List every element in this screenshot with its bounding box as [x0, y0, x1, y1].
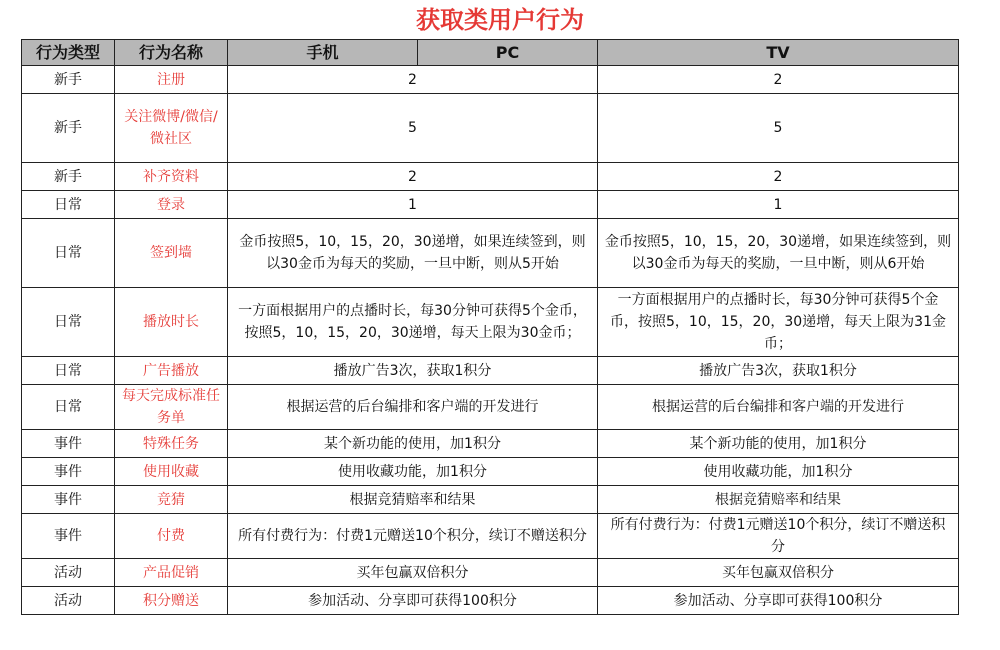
row-name-cell: 产品促销 [115, 559, 228, 587]
row-type-cell: 活动 [22, 559, 115, 587]
row-mobile-pc-cell: 买年包赢双倍积分 [228, 559, 598, 587]
row-name-cell: 付费 [115, 514, 228, 559]
row-name-cell: 关注微博/微信/微社区 [115, 94, 228, 163]
row-tv-cell: 2 [598, 163, 959, 191]
table-row [22, 385, 959, 430]
row-name-cell: 登录 [115, 191, 228, 219]
row-name-cell: 广告播放 [115, 357, 228, 385]
table-row [22, 288, 959, 357]
row-type-cell: 事件 [22, 514, 115, 559]
row-tv-cell: 买年包赢双倍积分 [598, 559, 959, 587]
table-row [22, 486, 959, 514]
row-mobile-pc-cell: 一方面根据用户的点播时长，每30分钟可获得5个金币，按照5，10，15，20，30递增，每天上限为30金币； [228, 288, 598, 357]
row-type-cell: 日常 [22, 191, 115, 219]
row-name-cell: 播放时长 [115, 288, 228, 357]
table-header-row [22, 40, 959, 66]
row-mobile-pc-cell: 使用收藏功能，加1积分 [228, 458, 598, 486]
header-mobile: 手机 [228, 40, 418, 66]
table-row [22, 66, 959, 94]
row-mobile-pc-cell: 所有付费行为：付费1元赠送10个积分，续订不赠送积分 [228, 514, 598, 559]
row-type-cell: 新手 [22, 163, 115, 191]
row-type-cell: 日常 [22, 219, 115, 288]
row-tv-cell: 某个新功能的使用，加1积分 [598, 430, 959, 458]
table-row [22, 514, 959, 559]
row-name-cell: 使用收藏 [115, 458, 228, 486]
row-name-cell: 竞猜 [115, 486, 228, 514]
row-tv-cell: 参加活动、分享即可获得100积分 [598, 587, 959, 615]
row-mobile-pc-cell: 5 [228, 94, 598, 163]
row-mobile-pc-cell: 某个新功能的使用，加1积分 [228, 430, 598, 458]
row-type-cell: 日常 [22, 357, 115, 385]
row-name-cell: 特殊任务 [115, 430, 228, 458]
row-type-cell: 日常 [22, 385, 115, 430]
row-tv-cell: 5 [598, 94, 959, 163]
row-mobile-pc-cell: 参加活动、分享即可获得100积分 [228, 587, 598, 615]
row-tv-cell: 一方面根据用户的点播时长，每30分钟可获得5个金币，按照5，10，15，20，30递增，每天上限为31金币； [598, 288, 959, 357]
row-name-cell: 补齐资料 [115, 163, 228, 191]
table-row [22, 191, 959, 219]
table-row [22, 458, 959, 486]
row-name-cell: 每天完成标准任务单 [115, 385, 228, 430]
row-mobile-pc-cell: 播放广告3次，获取1积分 [228, 357, 598, 385]
table-row [22, 219, 959, 288]
row-type-cell: 事件 [22, 458, 115, 486]
row-mobile-pc-cell: 根据运营的后台编排和客户端的开发进行 [228, 385, 598, 430]
table-row [22, 430, 959, 458]
table-row [22, 357, 959, 385]
row-tv-cell: 所有付费行为：付费1元赠送10个积分，续订不赠送积分 [598, 514, 959, 559]
row-tv-cell: 根据运营的后台编排和客户端的开发进行 [598, 385, 959, 430]
table-row [22, 94, 959, 163]
row-type-cell: 新手 [22, 94, 115, 163]
row-mobile-pc-cell: 2 [228, 163, 598, 191]
row-type-cell: 日常 [22, 288, 115, 357]
row-type-cell: 活动 [22, 587, 115, 615]
table-row [22, 163, 959, 191]
row-tv-cell: 播放广告3次，获取1积分 [598, 357, 959, 385]
table-row [22, 559, 959, 587]
header-type: 行为类型 [22, 40, 115, 66]
row-type-cell: 事件 [22, 430, 115, 458]
row-name-cell: 积分赠送 [115, 587, 228, 615]
header-pc: PC [418, 40, 598, 66]
row-tv-cell: 使用收藏功能，加1积分 [598, 458, 959, 486]
row-tv-cell: 2 [598, 66, 959, 94]
row-mobile-pc-cell: 2 [228, 66, 598, 94]
row-mobile-pc-cell: 根据竞猜赔率和结果 [228, 486, 598, 514]
header-tv: TV [598, 40, 959, 66]
row-tv-cell: 1 [598, 191, 959, 219]
row-name-cell: 注册 [115, 66, 228, 94]
table-row [22, 587, 959, 615]
page-title: 获取类用户行为 [416, 6, 584, 34]
row-tv-cell: 根据竞猜赔率和结果 [598, 486, 959, 514]
row-type-cell: 事件 [22, 486, 115, 514]
header-name: 行为名称 [115, 40, 228, 66]
row-name-cell: 签到墙 [115, 219, 228, 288]
row-mobile-pc-cell: 金币按照5，10，15，20，30递增，如果连续签到，则以30金币为每天的奖励，一旦中断，则从5开始 [228, 219, 598, 288]
row-type-cell: 新手 [22, 66, 115, 94]
row-mobile-pc-cell: 1 [228, 191, 598, 219]
behavior-table [21, 39, 959, 615]
row-tv-cell: 金币按照5，10，15，20，30递增，如果连续签到，则以30金币为每天的奖励，一旦中断，则从6开始 [598, 219, 959, 288]
